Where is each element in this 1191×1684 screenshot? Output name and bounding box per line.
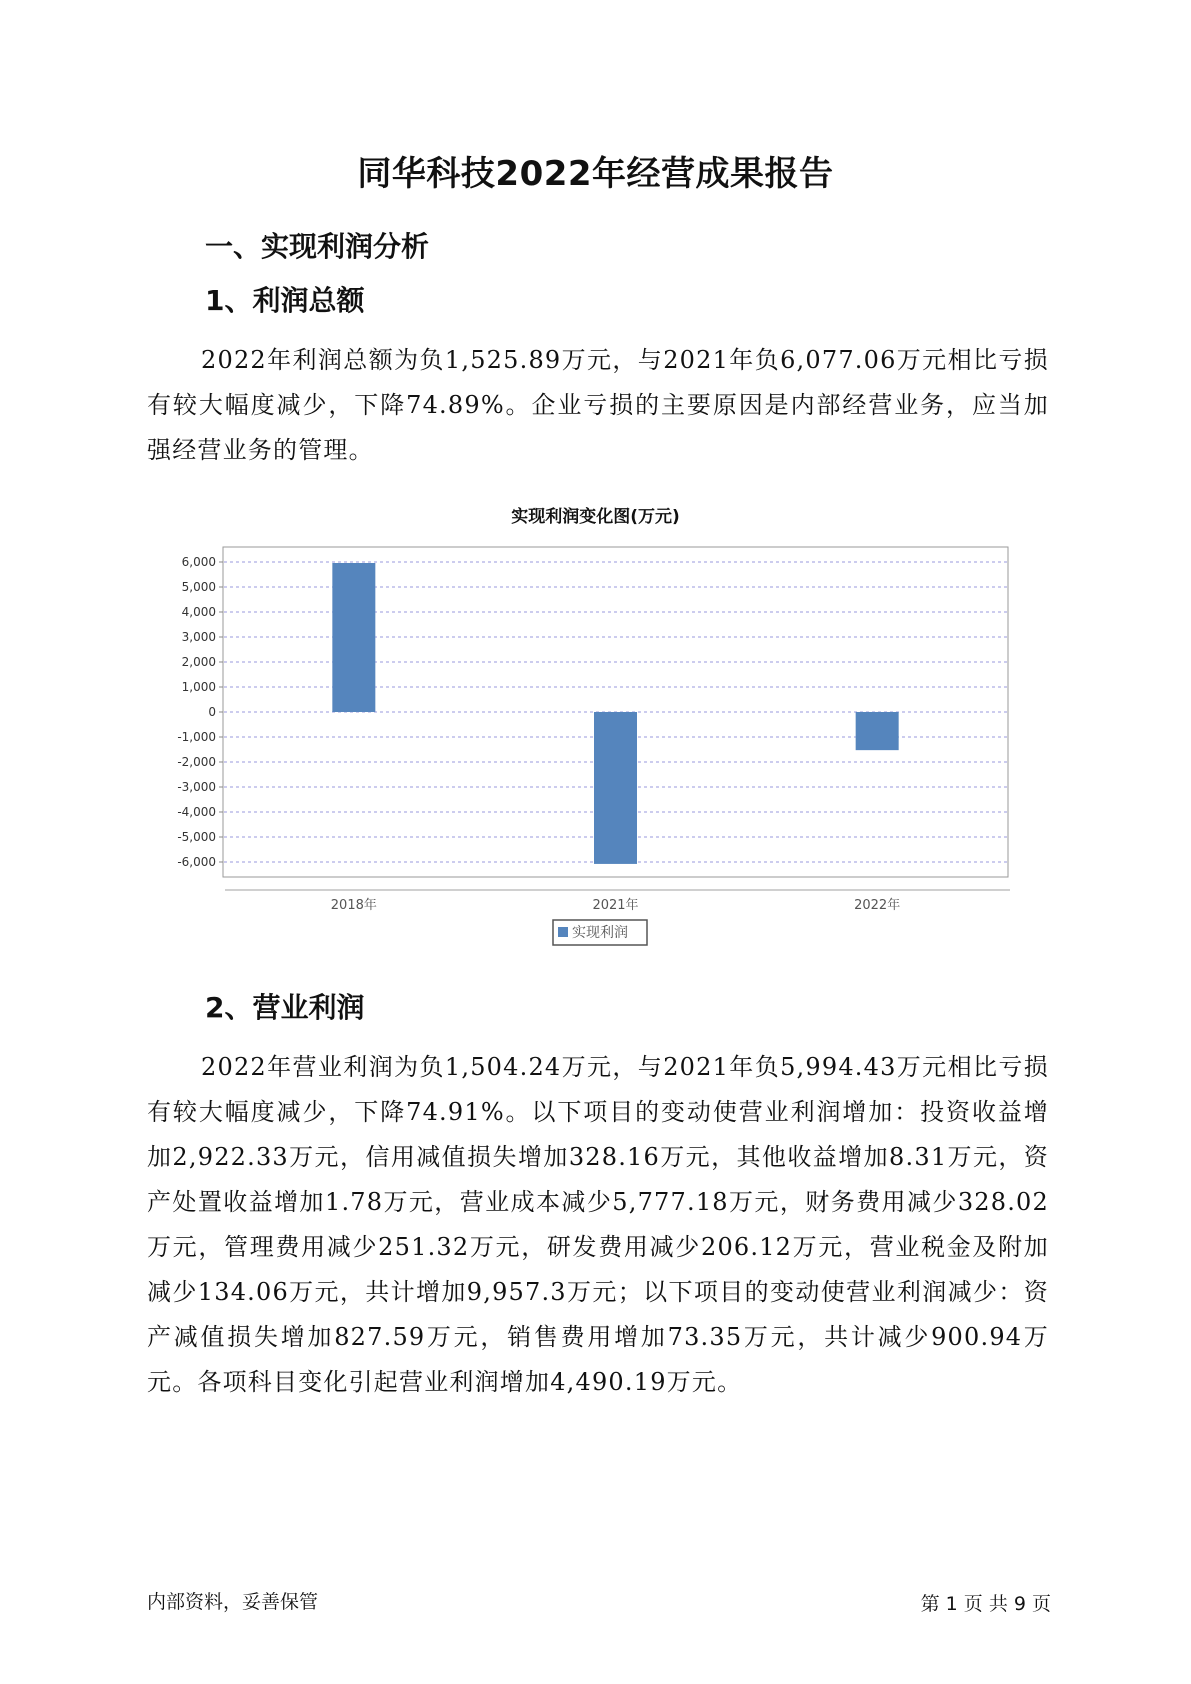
y-tick-label: 1,000 — [181, 680, 216, 694]
page-title: 同华科技2022年经营成果报告 — [357, 154, 834, 194]
bar-1 — [332, 563, 375, 712]
x-tick-label: 2018年 — [330, 898, 377, 913]
paragraph-operating-profit: 2022年营业利润为负1,504.24万元，与2021年负5,994.43万元相比亏损有较大幅度减少，下降74.91%。以下项目的变动使营业利润增加：投资收益增加2,922.33万元，信用减值损失增加328.16万元，其他收益增加8.31万元，资产处置收益增加1.78万元，营业成本减少5,777.18万元，财务费用减少328.02万元，管理费用减少251.32万元，研发费用减少206.12万元，营业税金及附加减少134.06万元，共计增加9,957.3万元；以下项目的变动使营业利润减少：资产减值损失增加827.59万元，销售费用增加73.35万元，共计减少900.94万元。各项科目变化引起营业利润增加4,490.19万元。 — [147, 1053, 1049, 1396]
y-tick-label: -1,000 — [177, 730, 216, 744]
y-tick-label: -3,000 — [177, 780, 216, 794]
footer-confidential-note: 内部资料，妥善保管 — [147, 1591, 319, 1613]
y-tick-label: -6,000 — [177, 855, 216, 869]
y-tick-label: -5,000 — [177, 830, 216, 844]
paragraph-total-profit: 2022年利润总额为负1,525.89万元，与2021年负6,077.06万元相比亏损有较大幅度减少，下降74.89%。企业亏损的主要原因是内部经营业务，应当加强经营业务的管理。 — [147, 346, 1049, 464]
section-heading-profit-analysis: 一、实现利润分析 — [205, 230, 430, 263]
bar-3 — [856, 712, 899, 750]
legend-label: 实现利润 — [572, 925, 628, 941]
profit-bar-chart — [150, 535, 1030, 955]
x-tick-label: 2021年 — [592, 898, 639, 913]
y-tick-label: -4,000 — [177, 805, 216, 819]
x-tick-label: 2022年 — [854, 898, 901, 913]
y-tick-label: 5,000 — [181, 580, 216, 594]
subsection-heading-operating-profit: 2、营业利润 — [205, 991, 365, 1024]
chart-legend — [553, 920, 647, 945]
y-tick-label: -2,000 — [177, 755, 216, 769]
subsection-heading-total-profit: 1、利润总额 — [205, 284, 365, 317]
bar-2 — [594, 712, 637, 864]
y-tick-label: 0 — [208, 705, 216, 719]
legend-swatch — [558, 927, 568, 937]
footer-page-number: 第 1 页 共 9 页 — [920, 1593, 1051, 1615]
y-tick-label: 6,000 — [181, 555, 216, 569]
y-tick-label: 2,000 — [181, 655, 216, 669]
chart-title: 实现利润变化图(万元) — [511, 507, 680, 527]
y-tick-label: 4,000 — [181, 605, 216, 619]
y-tick-label: 3,000 — [181, 630, 216, 644]
